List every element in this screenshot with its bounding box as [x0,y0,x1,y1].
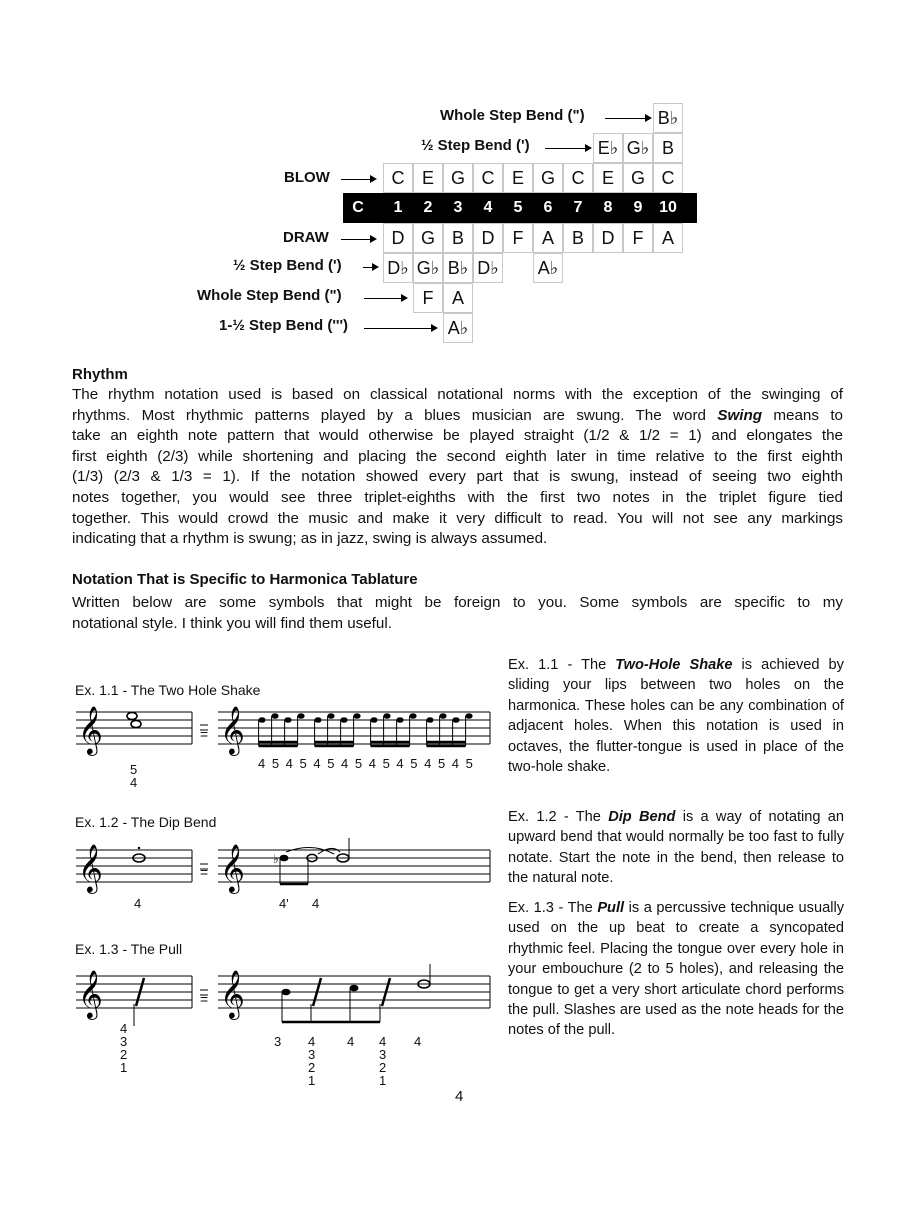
ex2-tab-right-a: 4' [279,896,289,911]
rhythm-heading: Rhythm [72,366,128,383]
text-line: take an eighth note pattern that would otherwise be played straight (1/2 & 1/2 = 1) and elongates the [72,427,843,445]
note-cell: F [623,223,653,253]
note-cell: F [413,283,443,313]
text-line: first eighth (2/3) while shortening and placing the second eighth later in time relative to the first eighth [72,447,843,465]
hole-number-bar [343,193,697,223]
note-cell: B♭ [653,103,683,133]
note-cell: G♭ [413,253,443,283]
notation-heading: Notation That is Specific to Harmonica Tablature [72,571,418,588]
note-cell: A [443,283,473,313]
one-half-step-draw-label: 1-½ Step Bend (''') [219,317,349,334]
text-line: Written below are some symbols that might be foreign to you. Some symbols are specific to my [72,594,843,611]
tab-number: 4 3 2 1 [308,1034,316,1088]
treble-clef-icon: 𝄞 [78,706,103,753]
note-cell: B [443,223,473,253]
ex3-staff [72,964,492,1034]
note-cell: B [563,223,593,253]
hole-number: 5 [513,199,523,216]
ex1-caption: Ex. 1.1 - The Two Hole Shake [75,682,261,698]
note-cell: G [533,163,563,193]
tab-number: 4 [414,1034,422,1049]
whole-step-blow-label: Whole Step Bend (") [440,107,585,124]
note-cell: A♭ [443,313,473,343]
tab-number: 3 [274,1034,282,1049]
text-line: notes together, you would see three triplet-eighths with the first two notes in the triplet figure tied [72,488,843,506]
note-cell: G [413,223,443,253]
arrow [341,239,375,240]
note-cell: C [563,163,593,193]
whole-step-draw-label: Whole Step Bend (") [197,287,342,304]
treble-clef-icon: 𝄞 [220,970,245,1017]
hole-number: 1 [393,199,403,216]
ex3-description: Ex. 1.3 - The Pull is a percussive technique usually used on the up beat to create a syncopated rhythmic feel. Placing the tongue over every hole in your embouchure (2 to 5 holes), and releasing the tongue to get a very short articulate chord performs the pull. Slashes are used as the note heads for the notes of the pull. [508,900,844,1039]
note-cell: A♭ [533,253,563,283]
note-cell: C [383,163,413,193]
treble-clef-icon: 𝄞 [78,970,103,1017]
ex1-description: Ex. 1.1 - The Two-Hole Shake is achieved by sliding your lips between two holes on the harmonica. These holes can be any combination of adjacent holes. When this notation is used in octaves, the flutter-tongue is used in place of the two-hole shake. [508,657,844,776]
note-cell: A [653,223,683,253]
ex2-caption: Ex. 1.2 - The Dip Bend [75,814,217,830]
note-cell: E♭ [593,133,623,163]
note-cell: E [593,163,623,193]
ex3-caption: Ex. 1.3 - The Pull [75,941,183,957]
hole-number: 6 [543,199,553,216]
hole-number: 10 [659,199,677,216]
hole-number: 3 [453,199,463,216]
text-line: together. This would crowd the music and make it very difficult to read. You will not see any markings [72,509,843,527]
note-cell: B [653,133,683,163]
rhythm-paragraph [72,385,843,550]
draw-label: DRAW [283,229,329,246]
ex1-tab-right: 4 5 4 5 4 5 4 5 4 5 4 5 4 5 4 5 [258,756,473,771]
note-cell: E [413,163,443,193]
text-line: indicating that a rhythm is swung; as in jazz, swing is always assumed. [72,530,548,548]
note-cell: G [623,163,653,193]
ex1-tab-left: 5 4 [130,762,138,790]
page-number: 4 [455,1088,464,1105]
treble-clef-icon: 𝄞 [78,844,103,891]
ex2-description: Ex. 1.2 - The Dip Bend is a way of notating an upward bend that would normally be too fast to fully notate. Start the note in the bend, then release to the natural note. [508,809,844,887]
note-cell: C [473,163,503,193]
note-cell: D♭ [473,253,503,283]
hole-number: 9 [633,199,643,216]
text-line: The rhythm notation used is based on classical notational norms with the exception of the swinging of [72,386,843,403]
equals-sign: = [200,726,209,742]
text-line: (1/3) (2/3 & 1/3 = 1). If the notation showed every part that is swung, instead of seeing two eighth [72,468,843,486]
arrow [341,179,375,180]
tab-number: 4 3 2 1 [379,1034,387,1088]
equals-sign: = [200,991,209,1007]
notation-paragraph [72,593,843,634]
hole-number: 2 [423,199,433,216]
ex3-tab-left: 4 3 2 1 [120,1021,128,1075]
note-cell: D [383,223,413,253]
arrow [363,267,377,268]
svg-text:♭: ♭ [273,852,279,866]
half-step-draw-label: ½ Step Bend (') [233,257,342,274]
ex2-staff [72,838,492,898]
hole-number: 4 [483,199,493,216]
note-cell: G [443,163,473,193]
note-cell: F [503,223,533,253]
arrow [364,328,436,329]
arrow [605,118,650,119]
blow-label: BLOW [284,169,330,186]
ex2-tab-left: 4 [134,896,142,911]
note-cell: E [503,163,533,193]
note-cell: G♭ [623,133,653,163]
text-line: notational style. I think you will find them useful. [72,614,392,632]
hole-number: 7 [573,199,583,216]
treble-clef-icon: 𝄞 [220,844,245,891]
tab-number: 4 [347,1034,355,1049]
note-cell: D [473,223,503,253]
arrow [364,298,406,299]
half-step-blow-label: ½ Step Bend (') [421,137,530,154]
equals-sign: = [200,864,209,880]
treble-clef-icon: 𝄞 [220,706,245,753]
key-label: C [352,199,364,216]
arrow [545,148,590,149]
note-cell: B♭ [443,253,473,283]
note-cell: D [593,223,623,253]
note-cell: A [533,223,563,253]
note-cell: C [653,163,683,193]
hole-number: 8 [603,199,613,216]
ex2-tab-right-b: 4 [312,896,320,911]
text-line: rhythms. Most rhythmic patterns played by a blues musician are swung. The word Swing means to [72,406,843,424]
note-cell: D♭ [383,253,413,283]
